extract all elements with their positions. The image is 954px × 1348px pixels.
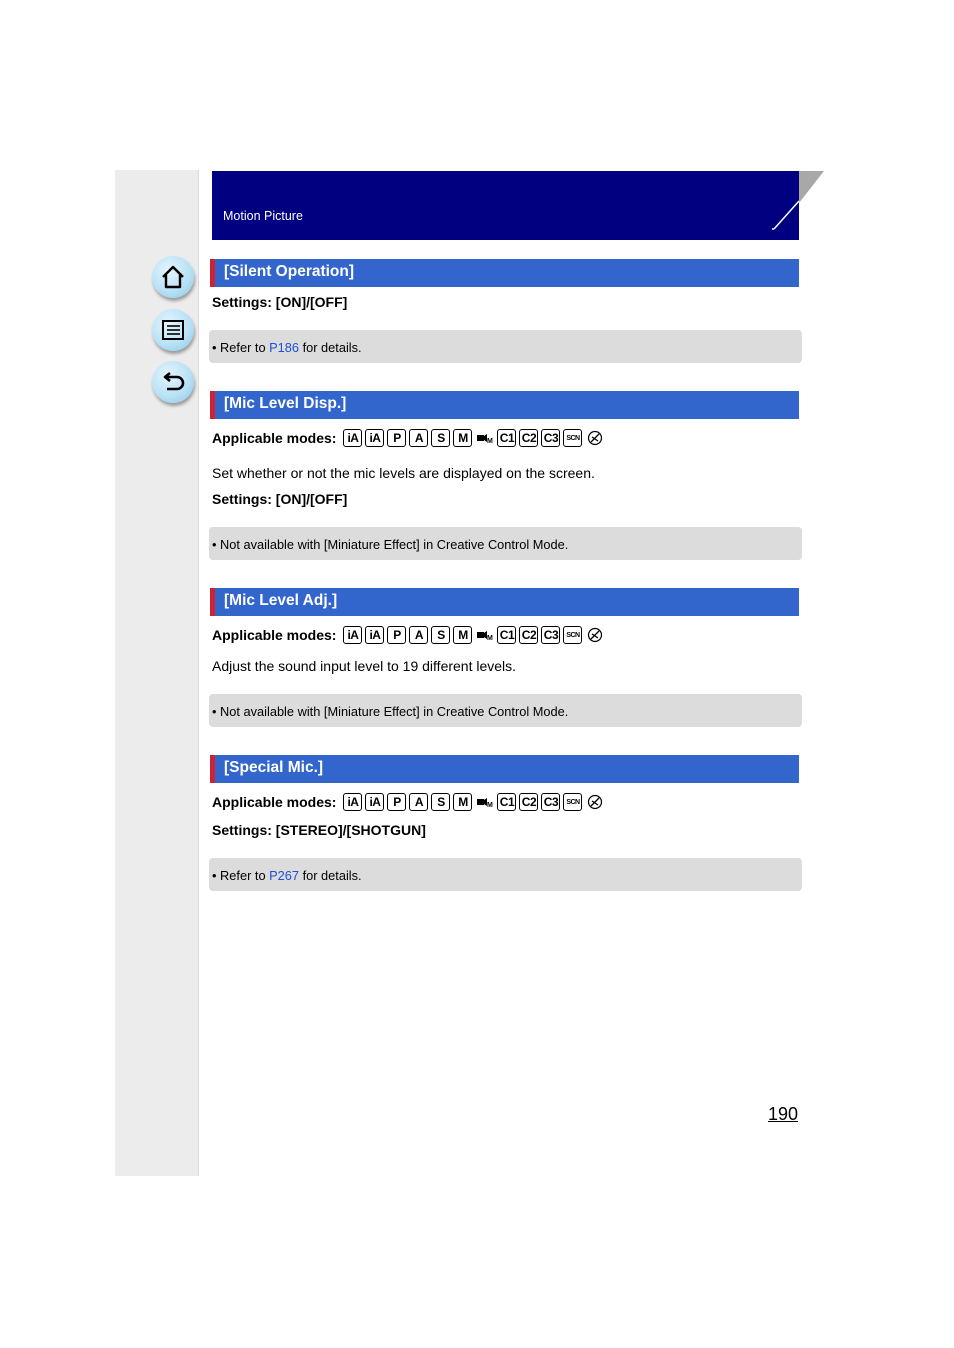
home-button[interactable] — [152, 256, 194, 298]
section-heading-mic-level-disp: [Mic Level Disp.] — [210, 391, 799, 419]
menu-button[interactable] — [152, 309, 194, 351]
mode-scn-icon: SCN — [563, 626, 582, 644]
mode-s-icon: S — [431, 429, 450, 447]
mode-m-icon: M — [453, 626, 472, 644]
mode-c2-icon: C2 — [519, 793, 538, 811]
settings-text: Settings: [ON]/[OFF] — [212, 491, 348, 507]
mode-c3-icon: C3 — [541, 626, 560, 644]
note-text: • Refer to P267 for details. — [212, 868, 362, 883]
mode-a-icon: A — [409, 793, 428, 811]
svg-text:M: M — [487, 438, 493, 445]
mode-m-movie-icon — [475, 429, 494, 447]
mode-p-icon: P — [387, 626, 406, 644]
back-button[interactable] — [152, 361, 194, 403]
mode-ia--icon: iA — [365, 793, 384, 811]
mode-s-icon: S — [431, 626, 450, 644]
applicable-modes-row: Applicable modes: iA iA P A S M M C1 C2 C3 SCN — [212, 791, 607, 813]
note-box — [209, 527, 802, 560]
mode-p-icon: P — [387, 793, 406, 811]
page-number: 190 — [768, 1104, 799, 1124]
mode-icon-list — [343, 429, 607, 447]
back-icon — [159, 368, 187, 396]
note-text: • Not available with [Miniature Effect] in Creative Control Mode. — [212, 537, 569, 552]
mode-c1-icon: C1 — [497, 793, 516, 811]
mode-a-icon: A — [409, 429, 428, 447]
mode-ia--icon: iA — [365, 429, 384, 447]
svg-text:M: M — [487, 635, 493, 642]
mode-icon-list — [343, 626, 607, 644]
applicable-modes-row: Applicable modes: iA iA P A S M M C1 C2 C3 SCN — [212, 427, 607, 449]
mode-c1-icon: C1 — [497, 429, 516, 447]
mode-a-icon: A — [409, 626, 428, 644]
mode-ia-icon: iA — [343, 626, 362, 644]
chapter-header — [212, 171, 799, 240]
mode-c3-icon: C3 — [541, 793, 560, 811]
page-link-p267[interactable]: P267 — [269, 868, 300, 883]
settings-text: Settings: [STEREO]/[SHOTGUN] — [212, 822, 426, 838]
applicable-modes-row: Applicable modes: iA iA P A S M M C1 C2 C3 SCN — [212, 624, 607, 646]
mode-m-icon: M — [453, 429, 472, 447]
mode-scn-icon: SCN — [563, 429, 582, 447]
mode-ia-icon: iA — [343, 429, 362, 447]
header-corner-decoration — [772, 171, 824, 240]
section-heading-special-mic: [Special Mic.] — [210, 755, 799, 783]
mode-c3-icon: C3 — [541, 429, 560, 447]
mode-p-icon: P — [387, 429, 406, 447]
note-text: • Not available with [Miniature Effect] in Creative Control Mode. — [212, 704, 569, 719]
mode-creative-icon — [585, 626, 604, 644]
settings-text: Settings: [ON]/[OFF] — [212, 294, 348, 310]
mode-s-icon: S — [431, 793, 450, 811]
svg-text:M: M — [487, 802, 493, 809]
mode-creative-icon — [585, 793, 604, 811]
mode-m-icon: M — [453, 793, 472, 811]
section-heading-silent-operation: [Silent Operation] — [210, 259, 799, 287]
description-text: Adjust the sound input level to 19 different levels. — [212, 658, 517, 674]
note-text: • Refer to P186 for details. — [212, 340, 362, 355]
mode-icon-list — [343, 793, 607, 811]
mode-scn-icon: SCN — [563, 793, 582, 811]
chapter-title: Motion Picture — [223, 209, 303, 223]
note-box — [209, 694, 802, 727]
mode-creative-icon — [585, 429, 604, 447]
mode-c2-icon: C2 — [519, 429, 538, 447]
mode-ia--icon: iA — [365, 626, 384, 644]
note-box — [209, 330, 802, 363]
mode-m-movie-icon — [475, 793, 494, 811]
page-link-p186[interactable]: P186 — [269, 340, 300, 355]
description-text: Set whether or not the mic levels are displayed on the screen. — [212, 465, 595, 481]
mode-m-movie-icon — [475, 626, 494, 644]
home-icon — [159, 263, 187, 291]
section-heading-mic-level-adj: [Mic Level Adj.] — [210, 588, 799, 616]
menu-icon — [159, 316, 187, 344]
mode-c2-icon: C2 — [519, 626, 538, 644]
mode-ia-icon: iA — [343, 793, 362, 811]
mode-c1-icon: C1 — [497, 626, 516, 644]
note-box — [209, 858, 802, 891]
